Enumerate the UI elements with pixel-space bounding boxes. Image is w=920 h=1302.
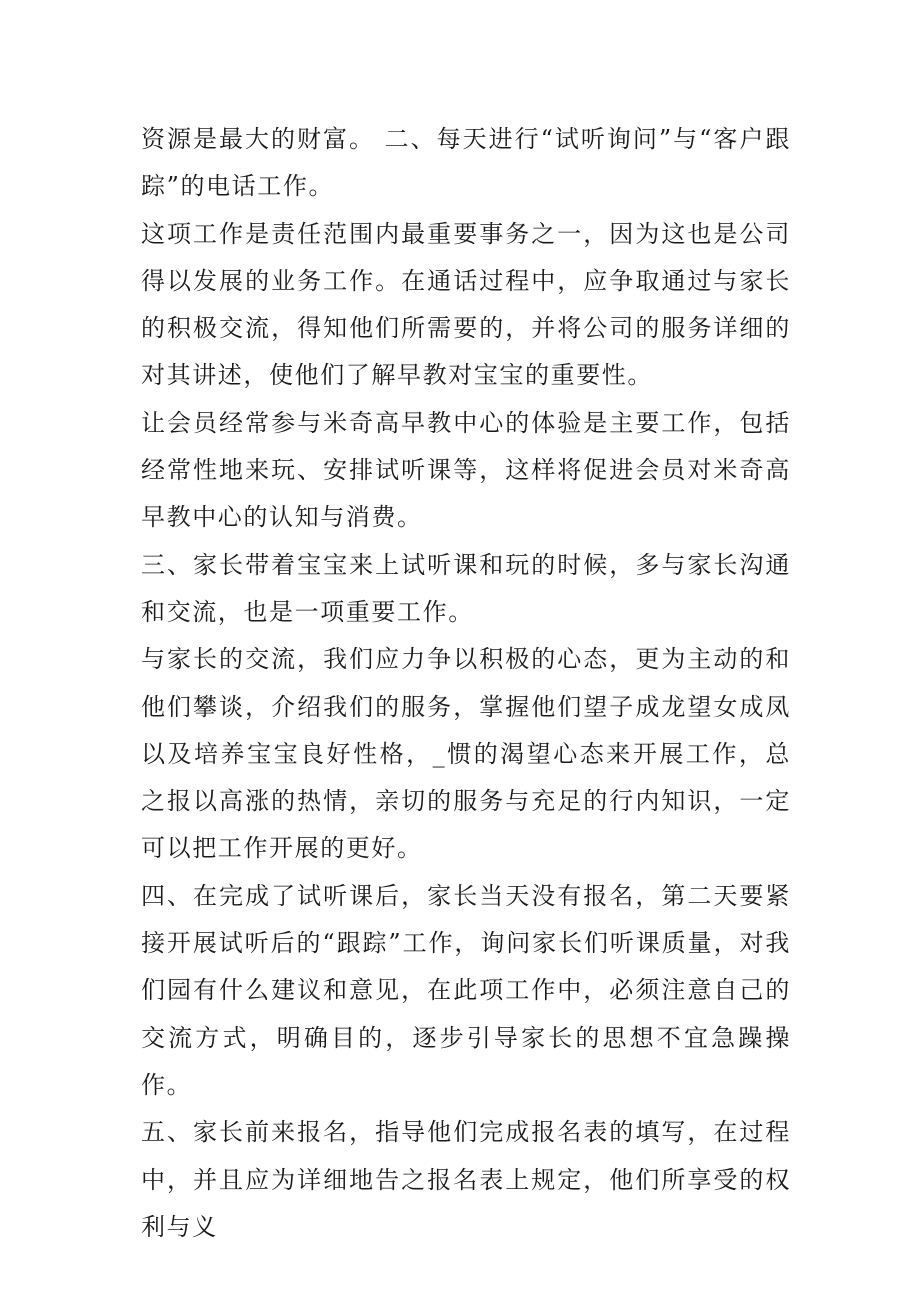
paragraph-7: 五、家长前来报名，指导他们完成报名表的填写，在过程中，并且应为详细地告之报名表上规定，他们所享受的权利与义	[141, 1118, 791, 1241]
document-body	[141, 116, 791, 1251]
paragraph-6: 四、在完成了试听课后，家长当天没有报名，第二天要紧接开展试听后的“跟踪”工作，询问家长们听课质量，对我们园有什么建议和意见，在此项工作中，必须注意自己的交流方式，明确目的，逐步引导家长的思想不宜急躁操作。	[141, 881, 791, 1099]
paragraph-5: 与家长的交流，我们应力争以积极的心态，更为主动的和他们攀谈，介绍我们的服务，掌握他们望子成龙望女成凤以及培养宝宝良好性格，_惯的渴望心态来开展工作，总之报以高涨的热情，亲切的服务与充足的行内知识，一定可以把工作开展的更好。	[141, 645, 791, 863]
paragraph-3: 让会员经常参与米奇高早教中心的体验是主要工作，包括经常性地来玩、安排试听课等，这样将促进会员对米奇高早教中心的认知与消费。	[141, 408, 791, 532]
paragraph-2: 这项工作是责任范围内最重要事务之一，因为这也是公司得以发展的业务工作。在通话过程中，应争取通过与家长的积极交流，得知他们所需要的，并将公司的服务详细的对其讲述，使他们了解早教对宝宝的重要性。	[141, 219, 791, 390]
paragraph-1: 资源是最大的财富。 二、每天进行“试听询问”与“客户跟踪”的电话工作。	[141, 125, 791, 201]
paragraph-4: 三、家长带着宝宝来上试听课和玩的时候，多与家长沟通和交流，也是一项重要工作。	[141, 550, 791, 626]
